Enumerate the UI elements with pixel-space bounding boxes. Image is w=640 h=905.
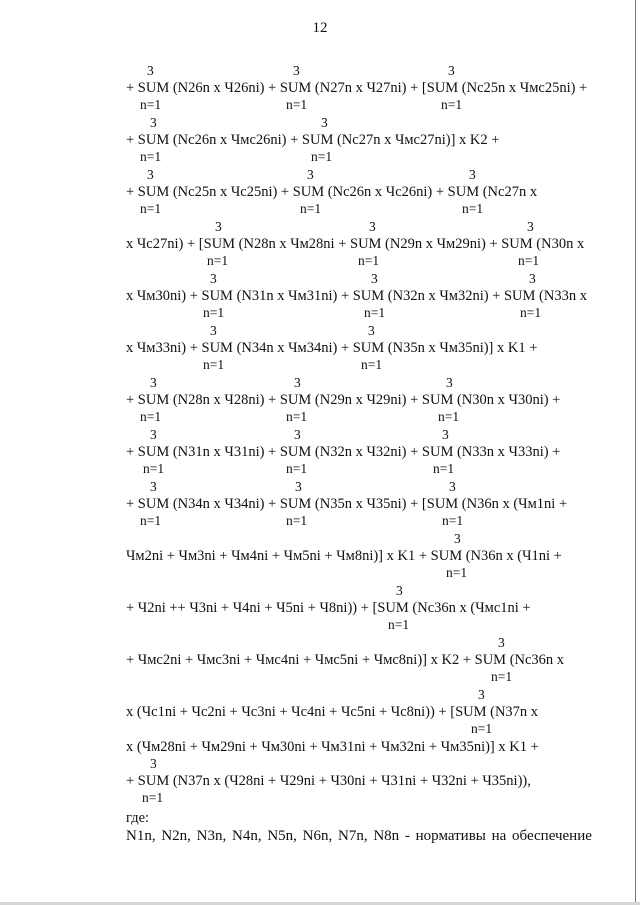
sum-upper-limit: 3: [294, 375, 301, 390]
sum-lower-limit: n=1: [140, 409, 162, 424]
sum-lower-limit: n=1: [361, 357, 383, 372]
sum-lower-limit: n=1: [203, 305, 225, 320]
sum-upper-limit: 3: [442, 427, 449, 442]
formula-line: + Чмс2ni + Чмс3ni + Чмс4ni + Чмс5ni + Чмс8ni)] x K2 + SUM (Nс36n x: [126, 652, 565, 668]
formula-line: + SUM (N28n x Ч28ni) + SUM (N29n x Ч29ni) + SUM (N30n x Ч30ni) +: [126, 392, 561, 408]
sum-lower-limit: n=1: [388, 617, 410, 632]
formula-line: + Ч2ni ++ Ч3ni + Ч4ni + Ч5ni + Ч8ni)) + [SUM (Nс36n x (Чмс1ni +: [126, 600, 531, 616]
sum-upper-limit: 3: [396, 583, 403, 598]
sum-upper-limit: 3: [498, 635, 505, 650]
sum-upper-limit: 3: [210, 271, 217, 286]
scan-edge: [635, 0, 636, 905]
sum-upper-limit: 3: [294, 427, 301, 442]
formula-line: x (Чс1ni + Чс2ni + Чс3ni + Чс4ni + Чс5ni + Чс8ni)) + [SUM (N37n x: [126, 704, 539, 720]
sum-upper-limit: 3: [150, 375, 157, 390]
sum-upper-limit: 3: [321, 115, 328, 130]
sum-upper-limit: 3: [529, 271, 536, 286]
sum-upper-limit: 3: [446, 375, 453, 390]
sum-lower-limit: n=1: [364, 305, 386, 320]
sum-lower-limit: n=1: [438, 409, 460, 424]
sum-upper-limit: 3: [150, 756, 157, 771]
sum-lower-limit: n=1: [520, 305, 542, 320]
sum-lower-limit: n=1: [311, 149, 333, 164]
sum-lower-limit: n=1: [143, 461, 165, 476]
formula-line: x Чм33ni) + SUM (N34n x Чм34ni) + SUM (N35n x Чм35ni)] x K1 +: [126, 340, 538, 356]
formula-line: x (Чм28ni + Чм29ni + Чм30ni + Чм31ni + Чм32ni + Чм35ni)] x K1 +: [126, 739, 539, 755]
sum-lower-limit: n=1: [518, 253, 540, 268]
sum-lower-limit: n=1: [140, 97, 162, 112]
sum-lower-limit: n=1: [446, 565, 468, 580]
formula-line: x Чм30ni) + SUM (N31n x Чм31ni) + SUM (N32n x Чм32ni) + SUM (N33n x: [126, 288, 587, 304]
formula-line: + SUM (Nс26n x Чмс26ni) + SUM (Nс27n x Чмс27ni)] x K2 +: [126, 132, 500, 148]
sum-lower-limit: n=1: [358, 253, 380, 268]
sum-upper-limit: 3: [371, 271, 378, 286]
sum-lower-limit: n=1: [142, 790, 164, 805]
sum-upper-limit: 3: [307, 167, 314, 182]
sum-lower-limit: n=1: [442, 513, 464, 528]
sum-upper-limit: 3: [454, 531, 461, 546]
sum-lower-limit: n=1: [207, 253, 229, 268]
sum-lower-limit: n=1: [140, 201, 162, 216]
sum-lower-limit: n=1: [300, 201, 322, 216]
sum-lower-limit: n=1: [286, 409, 308, 424]
sum-lower-limit: n=1: [286, 513, 308, 528]
sum-upper-limit: 3: [368, 323, 375, 338]
sum-lower-limit: n=1: [471, 721, 493, 736]
sum-upper-limit: 3: [150, 115, 157, 130]
sum-upper-limit: 3: [295, 479, 302, 494]
sum-lower-limit: n=1: [286, 461, 308, 476]
formula-line: + SUM (N37n x (Ч28ni + Ч29ni + Ч30ni + Ч31ni + Ч32ni + Ч35ni)),: [126, 773, 531, 789]
sum-upper-limit: 3: [449, 479, 456, 494]
sum-upper-limit: 3: [215, 219, 222, 234]
formula-line: + SUM (N26n x Ч26ni) + SUM (N27n x Ч27ni) + [SUM (Nс25n x Чмс25ni) +: [126, 80, 588, 96]
sum-lower-limit: n=1: [203, 357, 225, 372]
sum-lower-limit: n=1: [140, 513, 162, 528]
sum-lower-limit: n=1: [286, 97, 308, 112]
sum-upper-limit: 3: [293, 63, 300, 78]
sum-upper-limit: 3: [210, 323, 217, 338]
sum-upper-limit: 3: [147, 167, 154, 182]
sum-lower-limit: n=1: [140, 149, 162, 164]
sum-lower-limit: n=1: [433, 461, 455, 476]
page-number: 12: [312, 20, 328, 36]
sum-upper-limit: 3: [150, 427, 157, 442]
sum-upper-limit: 3: [150, 479, 157, 494]
sum-upper-limit: 3: [448, 63, 455, 78]
sum-upper-limit: 3: [469, 167, 476, 182]
where-label: где:: [126, 810, 150, 826]
formula-line: + SUM (N34n x Ч34ni) + SUM (N35n x Ч35ni) + [SUM (N36n x (Чм1ni +: [126, 496, 568, 512]
formula-line: + SUM (N31n x Ч31ni) + SUM (N32n x Ч32ni) + SUM (N33n x Ч33ni) +: [126, 444, 561, 460]
sum-upper-limit: 3: [527, 219, 534, 234]
sum-lower-limit: n=1: [462, 201, 484, 216]
definition-text: N1n, N2n, N3n, N4n, N5n, N6n, N7n, N8n - нормативы на обеспечение: [126, 828, 592, 844]
sum-upper-limit: 3: [147, 63, 154, 78]
formula-line: Чм2ni + Чм3ni + Чм4ni + Чм5ni + Чм8ni)] x K1 + SUM (N36n x (Ч1ni +: [126, 548, 562, 564]
sum-upper-limit: 3: [478, 687, 485, 702]
formula-line: x Чс27ni) + [SUM (N28n x Чм28ni + SUM (N29n x Чм29ni) + SUM (N30n x: [126, 236, 585, 252]
sum-upper-limit: 3: [369, 219, 376, 234]
formula-line: + SUM (Nс25n x Чс25ni) + SUM (Nс26n x Чс26ni) + SUM (Nс27n x: [126, 184, 538, 200]
sum-lower-limit: n=1: [441, 97, 463, 112]
sum-lower-limit: n=1: [491, 669, 513, 684]
